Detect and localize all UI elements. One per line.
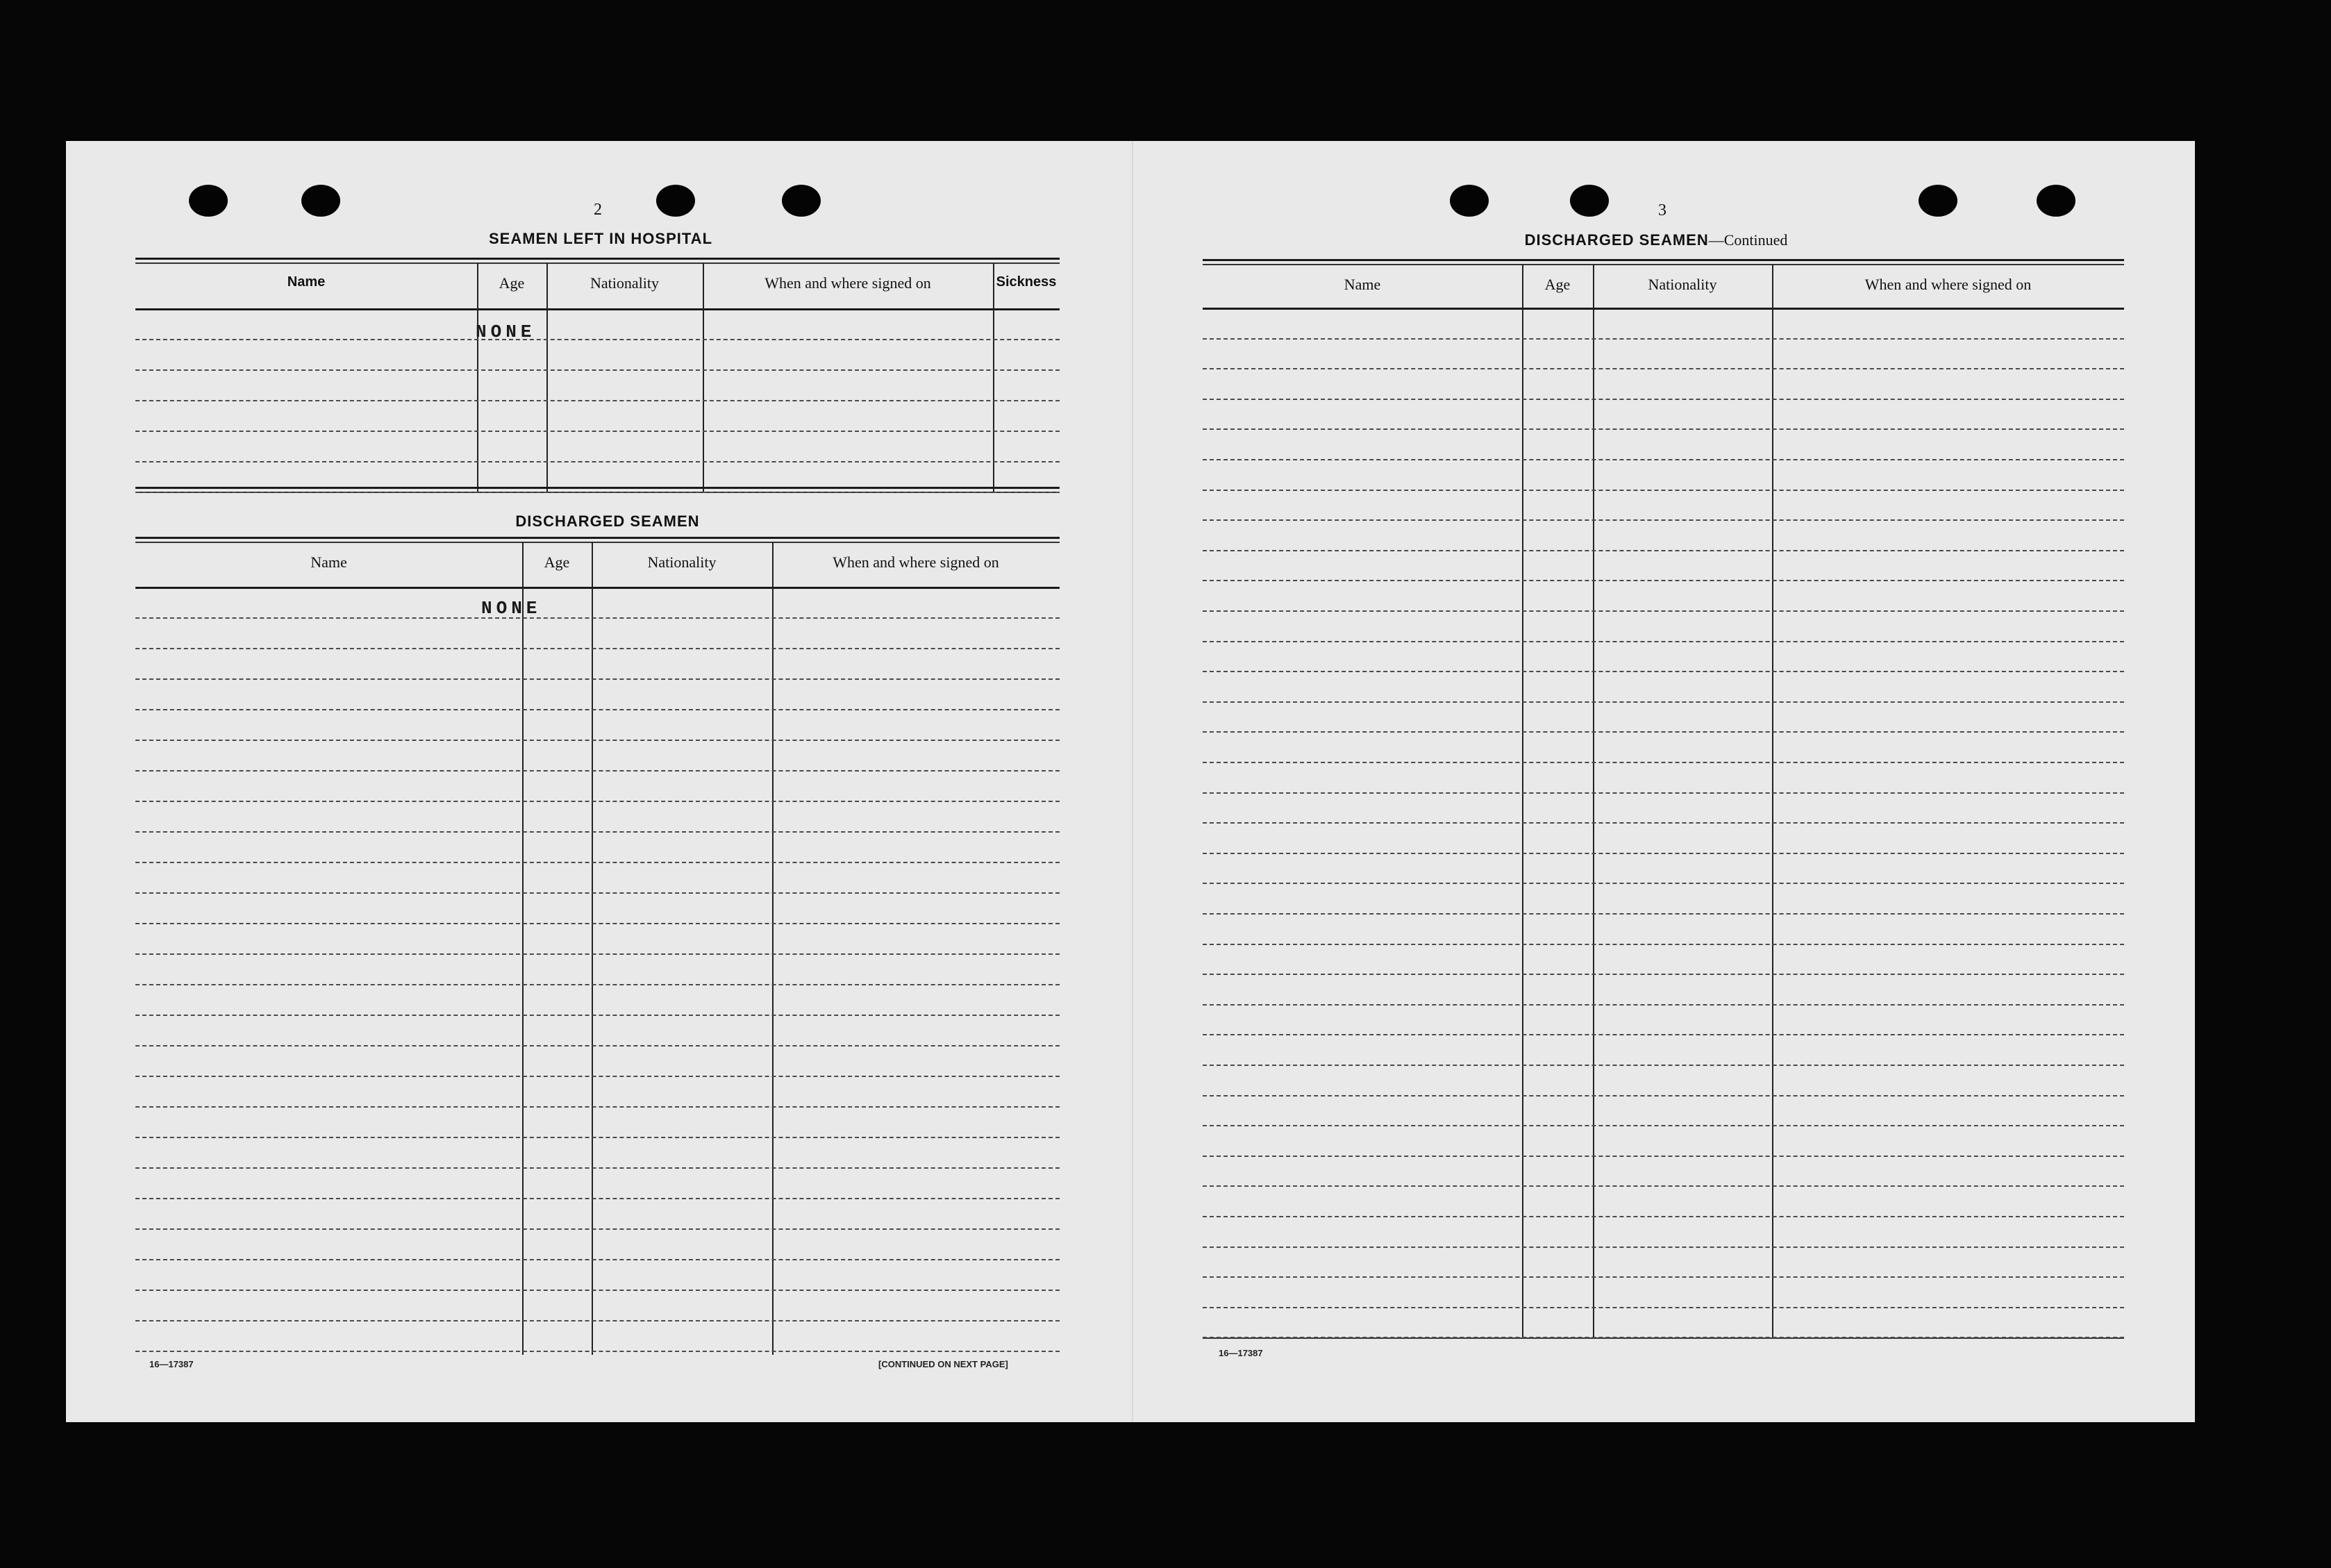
table-row [1203, 944, 2124, 945]
table-row [1203, 550, 2124, 551]
table-row [1203, 1125, 2124, 1126]
column-header-age: Age [544, 553, 570, 571]
column-divider [772, 542, 774, 1355]
punch-hole [189, 185, 228, 217]
column-divider [703, 263, 704, 492]
table-top-rule [135, 537, 1060, 539]
table-row [1203, 580, 2124, 581]
discharged-table [135, 537, 1060, 1356]
continued-note: [CONTINUED ON NEXT PAGE] [878, 1359, 1008, 1369]
typed-entry-hospital: NONE [476, 322, 536, 342]
column-header-nationality: Nationality [647, 553, 717, 571]
table-row [1203, 490, 2124, 491]
table-row [135, 1290, 1060, 1291]
column-header-nationality: Nationality [590, 274, 659, 292]
table-row [1203, 1216, 2124, 1217]
table-row [135, 339, 1060, 340]
table-row [1203, 641, 2124, 642]
table-row [1203, 1095, 2124, 1096]
table-top-rule [1203, 259, 2124, 261]
column-divider [477, 263, 478, 492]
section-title-suffix: —Continued [1708, 231, 1788, 249]
punch-hole [1570, 185, 1609, 217]
table-row [1203, 731, 2124, 733]
column-header-name: Name [310, 553, 347, 571]
table-top-rule [135, 258, 1060, 260]
table-row [1203, 701, 2124, 703]
table-row [1203, 368, 2124, 369]
table-row [135, 1259, 1060, 1260]
table-top-rule [135, 262, 1060, 264]
table-row [1203, 519, 2124, 521]
table-row [1203, 459, 2124, 460]
header-rule [1203, 308, 2124, 310]
table-row [135, 831, 1060, 833]
table-row [135, 1228, 1060, 1230]
table-row [135, 740, 1060, 741]
table-row [135, 923, 1060, 924]
punch-hole [1919, 185, 1957, 217]
page-number-left: 2 [594, 201, 602, 219]
column-header-nationality: Nationality [1648, 276, 1717, 293]
table-row [1203, 1337, 2124, 1338]
table-row [1203, 913, 2124, 915]
section-title-discharged: DISCHARGED SEAMEN [515, 512, 700, 530]
table-row [135, 1137, 1060, 1138]
table-row [1203, 1276, 2124, 1278]
typed-entry-discharged: NONE [481, 598, 542, 619]
column-header-signed-on: When and where signed on [765, 274, 931, 292]
table-row [135, 678, 1060, 680]
table-row [1203, 1185, 2124, 1187]
table-row [135, 709, 1060, 710]
document-sheet [66, 141, 2195, 1422]
page-fold [1132, 141, 1133, 1422]
table-row [135, 1320, 1060, 1321]
table-top-rule [135, 542, 1060, 543]
table-row [1203, 883, 2124, 884]
table-row [135, 617, 1060, 619]
punch-hole [656, 185, 695, 217]
header-rule [135, 587, 1060, 589]
column-header-name: Name [1344, 276, 1381, 293]
table-row [1203, 338, 2124, 340]
column-divider [592, 542, 593, 1355]
punch-hole [2037, 185, 2075, 217]
column-divider [1593, 265, 1594, 1337]
table-row [1203, 671, 2124, 672]
table-row [1203, 762, 2124, 763]
discharged-continued-table [1203, 259, 2124, 1342]
table-row [135, 400, 1060, 401]
table-row [135, 1351, 1060, 1352]
table-row [1203, 1034, 2124, 1035]
section-title-hospital: SEAMEN LEFT IN HOSPITAL [488, 230, 713, 247]
table-row [135, 1198, 1060, 1199]
form-number-left: 16—17387 [149, 1359, 194, 1369]
table-row [135, 431, 1060, 432]
table-row [135, 801, 1060, 802]
table-row [135, 1015, 1060, 1016]
table-row [135, 1167, 1060, 1169]
table-row [1203, 792, 2124, 794]
table-bottom-rule [135, 487, 1060, 489]
table-row [1203, 974, 2124, 975]
column-header-name: Name [287, 274, 326, 290]
table-row [1203, 610, 2124, 612]
column-divider [1522, 265, 1523, 1337]
table-row [1203, 428, 2124, 430]
table-row [135, 984, 1060, 985]
table-row [1203, 1156, 2124, 1157]
column-header-age: Age [1544, 276, 1571, 293]
column-divider [993, 263, 994, 492]
column-divider [546, 263, 548, 492]
section-title-text: DISCHARGED SEAMEN [1524, 231, 1709, 249]
table-row [1203, 1246, 2124, 1248]
table-row [1203, 853, 2124, 854]
table-top-rule [1203, 264, 2124, 265]
table-row [135, 1045, 1060, 1046]
section-title-discharged-continued [1427, 231, 1885, 249]
table-row [135, 862, 1060, 863]
column-header-sickness: Sickness [996, 274, 1057, 290]
table-row [1203, 822, 2124, 824]
column-header-signed-on: When and where signed on [833, 553, 999, 571]
header-rule [135, 308, 1060, 310]
table-row [1203, 1307, 2124, 1308]
table-row [1203, 399, 2124, 400]
table-row [1203, 1004, 2124, 1006]
hospital-table [135, 258, 1060, 496]
punch-hole [1450, 185, 1489, 217]
table-row [135, 1076, 1060, 1077]
table-row [135, 648, 1060, 649]
column-header-signed-on: When and where signed on [1864, 276, 2032, 293]
form-number-right: 16—17387 [1219, 1348, 1263, 1358]
table-row [135, 1106, 1060, 1108]
table-row [135, 492, 1060, 493]
table-row [135, 770, 1060, 772]
column-divider [522, 542, 524, 1355]
table-row [135, 369, 1060, 371]
table-row [135, 953, 1060, 955]
page-number-right: 3 [1658, 201, 1666, 219]
punch-hole [782, 185, 821, 217]
column-divider [1772, 265, 1773, 1337]
punch-hole [301, 185, 340, 217]
table-row [135, 461, 1060, 462]
column-header-age: Age [499, 274, 525, 292]
table-row [1203, 1065, 2124, 1066]
table-row [135, 892, 1060, 894]
